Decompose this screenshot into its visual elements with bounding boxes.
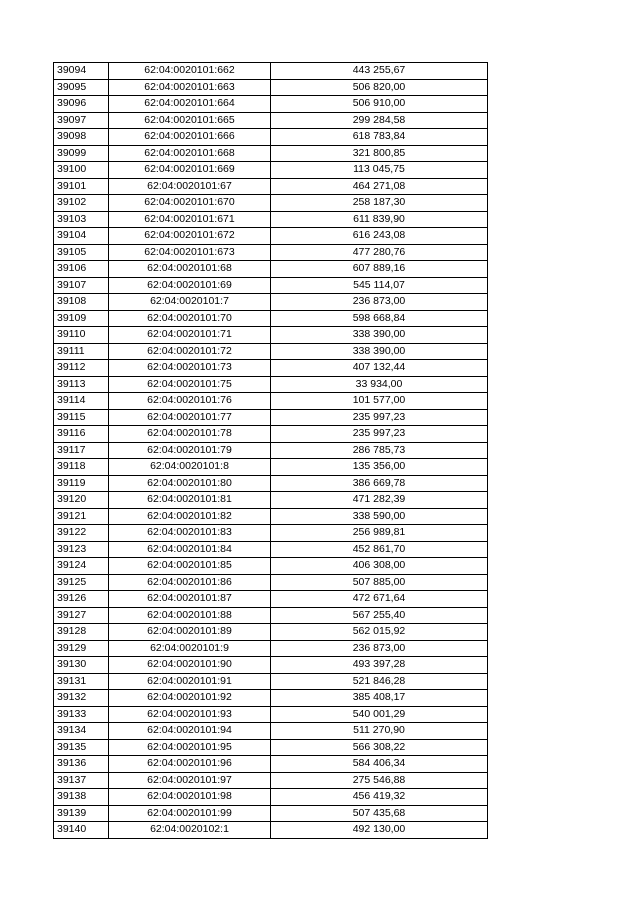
table-row	[54, 294, 488, 311]
cadastral-value-cell: 567 255,40	[271, 607, 488, 624]
cadastral-value-cell: 471 282,39	[271, 492, 488, 509]
cadastral-value-cell: 545 114,07	[271, 277, 488, 294]
cadastral-value-cell: 286 785,73	[271, 442, 488, 459]
row-number-cell: 39121	[54, 508, 109, 525]
cadastral-value-cell: 493 397,28	[271, 657, 488, 674]
row-number-cell: 39132	[54, 690, 109, 707]
row-number-cell: 39094	[54, 63, 109, 80]
row-number-cell: 39135	[54, 739, 109, 756]
row-number-cell: 39134	[54, 723, 109, 740]
cadastral-number-cell: 62:04:0020101:671	[109, 211, 271, 228]
cadastral-value-table	[53, 62, 488, 839]
cadastral-value-cell: 540 001,29	[271, 706, 488, 723]
table-row	[54, 756, 488, 773]
row-number-cell: 39129	[54, 640, 109, 657]
cadastral-number-cell: 62:04:0020101:9	[109, 640, 271, 657]
cadastral-number-cell: 62:04:0020101:668	[109, 145, 271, 162]
row-number-cell: 39122	[54, 525, 109, 542]
table-row	[54, 475, 488, 492]
table-row	[54, 607, 488, 624]
table-row	[54, 459, 488, 476]
table-row	[54, 789, 488, 806]
table-row	[54, 376, 488, 393]
table-row	[54, 277, 488, 294]
row-number-cell: 39111	[54, 343, 109, 360]
cadastral-value-cell: 338 590,00	[271, 508, 488, 525]
table-row	[54, 162, 488, 179]
row-number-cell: 39115	[54, 409, 109, 426]
table-row	[54, 558, 488, 575]
cadastral-number-cell: 62:04:0020101:70	[109, 310, 271, 327]
cadastral-number-cell: 62:04:0020101:94	[109, 723, 271, 740]
row-number-cell: 39099	[54, 145, 109, 162]
row-number-cell: 39137	[54, 772, 109, 789]
cadastral-number-cell: 62:04:0020101:78	[109, 426, 271, 443]
row-number-cell: 39105	[54, 244, 109, 261]
cadastral-number-cell: 62:04:0020101:91	[109, 673, 271, 690]
row-number-cell: 39103	[54, 211, 109, 228]
cadastral-number-cell: 62:04:0020101:8	[109, 459, 271, 476]
row-number-cell: 39112	[54, 360, 109, 377]
cadastral-value-cell: 618 783,84	[271, 129, 488, 146]
row-number-cell: 39138	[54, 789, 109, 806]
cadastral-value-cell: 135 356,00	[271, 459, 488, 476]
row-number-cell: 39108	[54, 294, 109, 311]
row-number-cell: 39097	[54, 112, 109, 129]
table-row	[54, 310, 488, 327]
cadastral-number-cell: 62:04:0020101:76	[109, 393, 271, 410]
cadastral-value-cell: 235 997,23	[271, 426, 488, 443]
cadastral-value-cell: 506 910,00	[271, 96, 488, 113]
row-number-cell: 39114	[54, 393, 109, 410]
table-row	[54, 261, 488, 278]
cadastral-number-cell: 62:04:0020101:664	[109, 96, 271, 113]
cadastral-number-cell: 62:04:0020101:67	[109, 178, 271, 195]
cadastral-value-cell: 598 668,84	[271, 310, 488, 327]
cadastral-value-cell: 616 243,08	[271, 228, 488, 245]
cadastral-value-cell: 452 861,70	[271, 541, 488, 558]
cadastral-value-cell: 236 873,00	[271, 294, 488, 311]
cadastral-value-cell: 275 546,88	[271, 772, 488, 789]
row-number-cell: 39126	[54, 591, 109, 608]
table-row	[54, 657, 488, 674]
table-row	[54, 739, 488, 756]
cadastral-number-cell: 62:04:0020101:68	[109, 261, 271, 278]
row-number-cell: 39140	[54, 822, 109, 839]
table-row	[54, 673, 488, 690]
row-number-cell: 39131	[54, 673, 109, 690]
cadastral-number-cell: 62:04:0020101:77	[109, 409, 271, 426]
cadastral-value-cell: 506 820,00	[271, 79, 488, 96]
cadastral-number-cell: 62:04:0020101:85	[109, 558, 271, 575]
cadastral-number-cell: 62:04:0020101:75	[109, 376, 271, 393]
cadastral-number-cell: 62:04:0020101:96	[109, 756, 271, 773]
table-row	[54, 541, 488, 558]
cadastral-value-cell: 338 390,00	[271, 327, 488, 344]
cadastral-value-cell: 338 390,00	[271, 343, 488, 360]
cadastral-value-cell: 258 187,30	[271, 195, 488, 212]
cadastral-number-cell: 62:04:0020101:82	[109, 508, 271, 525]
row-number-cell: 39136	[54, 756, 109, 773]
row-number-cell: 39110	[54, 327, 109, 344]
cadastral-number-cell: 62:04:0020101:99	[109, 805, 271, 822]
cadastral-value-cell: 386 669,78	[271, 475, 488, 492]
row-number-cell: 39125	[54, 574, 109, 591]
row-number-cell: 39124	[54, 558, 109, 575]
cadastral-number-cell: 62:04:0020101:669	[109, 162, 271, 179]
cadastral-value-cell: 477 280,76	[271, 244, 488, 261]
cadastral-number-cell: 62:04:0020101:81	[109, 492, 271, 509]
cadastral-number-cell: 62:04:0020101:662	[109, 63, 271, 80]
table-row	[54, 96, 488, 113]
table-row	[54, 211, 488, 228]
table-row	[54, 508, 488, 525]
cadastral-value-cell: 101 577,00	[271, 393, 488, 410]
row-number-cell: 39106	[54, 261, 109, 278]
cadastral-value-cell: 507 435,68	[271, 805, 488, 822]
table-row	[54, 393, 488, 410]
table-row	[54, 343, 488, 360]
row-number-cell: 39139	[54, 805, 109, 822]
table-row	[54, 360, 488, 377]
cadastral-value-cell: 521 846,28	[271, 673, 488, 690]
cadastral-value-cell: 113 045,75	[271, 162, 488, 179]
row-number-cell: 39117	[54, 442, 109, 459]
table-row	[54, 706, 488, 723]
cadastral-number-cell: 62:04:0020101:80	[109, 475, 271, 492]
table-row	[54, 492, 488, 509]
row-number-cell: 39113	[54, 376, 109, 393]
row-number-cell: 39133	[54, 706, 109, 723]
cadastral-number-cell: 62:04:0020101:79	[109, 442, 271, 459]
table-row	[54, 772, 488, 789]
row-number-cell: 39101	[54, 178, 109, 195]
row-number-cell: 39109	[54, 310, 109, 327]
cadastral-value-cell: 607 889,16	[271, 261, 488, 278]
table-row	[54, 327, 488, 344]
cadastral-value-cell: 472 671,64	[271, 591, 488, 608]
table-body	[54, 63, 488, 839]
cadastral-value-cell: 236 873,00	[271, 640, 488, 657]
row-number-cell: 39100	[54, 162, 109, 179]
table-row	[54, 145, 488, 162]
table-row	[54, 690, 488, 707]
table-row	[54, 640, 488, 657]
cadastral-number-cell: 62:04:0020101:87	[109, 591, 271, 608]
cadastral-value-cell: 235 997,23	[271, 409, 488, 426]
cadastral-number-cell: 62:04:0020101:72	[109, 343, 271, 360]
cadastral-value-cell: 611 839,90	[271, 211, 488, 228]
cadastral-value-cell: 566 308,22	[271, 739, 488, 756]
table-row	[54, 129, 488, 146]
row-number-cell: 39120	[54, 492, 109, 509]
cadastral-number-cell: 62:04:0020101:672	[109, 228, 271, 245]
cadastral-value-cell: 492 130,00	[271, 822, 488, 839]
table-row	[54, 624, 488, 641]
table-row	[54, 112, 488, 129]
cadastral-number-cell: 62:04:0020101:89	[109, 624, 271, 641]
row-number-cell: 39130	[54, 657, 109, 674]
cadastral-value-cell: 511 270,90	[271, 723, 488, 740]
cadastral-number-cell: 62:04:0020101:665	[109, 112, 271, 129]
row-number-cell: 39095	[54, 79, 109, 96]
cadastral-value-cell: 507 885,00	[271, 574, 488, 591]
cadastral-number-cell: 62:04:0020101:92	[109, 690, 271, 707]
row-number-cell: 39098	[54, 129, 109, 146]
cadastral-value-cell: 562 015,92	[271, 624, 488, 641]
cadastral-number-cell: 62:04:0020101:93	[109, 706, 271, 723]
cadastral-number-cell: 62:04:0020101:95	[109, 739, 271, 756]
document-page	[53, 62, 487, 839]
row-number-cell: 39119	[54, 475, 109, 492]
cadastral-value-cell: 464 271,08	[271, 178, 488, 195]
cadastral-number-cell: 62:04:0020101:71	[109, 327, 271, 344]
cadastral-number-cell: 62:04:0020101:666	[109, 129, 271, 146]
cadastral-value-cell: 385 408,17	[271, 690, 488, 707]
cadastral-value-cell: 456 419,32	[271, 789, 488, 806]
cadastral-value-cell: 443 255,67	[271, 63, 488, 80]
cadastral-value-cell: 584 406,34	[271, 756, 488, 773]
cadastral-number-cell: 62:04:0020101:73	[109, 360, 271, 377]
table-row	[54, 79, 488, 96]
table-row	[54, 723, 488, 740]
table-row	[54, 178, 488, 195]
cadastral-number-cell: 62:04:0020101:83	[109, 525, 271, 542]
table-row	[54, 442, 488, 459]
row-number-cell: 39107	[54, 277, 109, 294]
row-number-cell: 39102	[54, 195, 109, 212]
cadastral-number-cell: 62:04:0020102:1	[109, 822, 271, 839]
row-number-cell: 39128	[54, 624, 109, 641]
table-row	[54, 574, 488, 591]
cadastral-number-cell: 62:04:0020101:7	[109, 294, 271, 311]
cadastral-number-cell: 62:04:0020101:86	[109, 574, 271, 591]
row-number-cell: 39118	[54, 459, 109, 476]
cadastral-value-cell: 321 800,85	[271, 145, 488, 162]
table-row	[54, 63, 488, 80]
row-number-cell: 39096	[54, 96, 109, 113]
row-number-cell: 39127	[54, 607, 109, 624]
cadastral-number-cell: 62:04:0020101:84	[109, 541, 271, 558]
table-row	[54, 228, 488, 245]
cadastral-value-cell: 407 132,44	[271, 360, 488, 377]
cadastral-value-cell: 299 284,58	[271, 112, 488, 129]
cadastral-number-cell: 62:04:0020101:90	[109, 657, 271, 674]
table-row	[54, 426, 488, 443]
row-number-cell: 39116	[54, 426, 109, 443]
cadastral-number-cell: 62:04:0020101:670	[109, 195, 271, 212]
row-number-cell: 39123	[54, 541, 109, 558]
table-row	[54, 591, 488, 608]
cadastral-value-cell: 33 934,00	[271, 376, 488, 393]
table-row	[54, 195, 488, 212]
table-row	[54, 822, 488, 839]
cadastral-number-cell: 62:04:0020101:69	[109, 277, 271, 294]
row-number-cell: 39104	[54, 228, 109, 245]
cadastral-number-cell: 62:04:0020101:97	[109, 772, 271, 789]
table-row	[54, 525, 488, 542]
table-row	[54, 409, 488, 426]
cadastral-number-cell: 62:04:0020101:673	[109, 244, 271, 261]
cadastral-value-cell: 406 308,00	[271, 558, 488, 575]
cadastral-number-cell: 62:04:0020101:98	[109, 789, 271, 806]
cadastral-number-cell: 62:04:0020101:663	[109, 79, 271, 96]
cadastral-number-cell: 62:04:0020101:88	[109, 607, 271, 624]
table-row	[54, 244, 488, 261]
table-row	[54, 805, 488, 822]
cadastral-value-cell: 256 989,81	[271, 525, 488, 542]
